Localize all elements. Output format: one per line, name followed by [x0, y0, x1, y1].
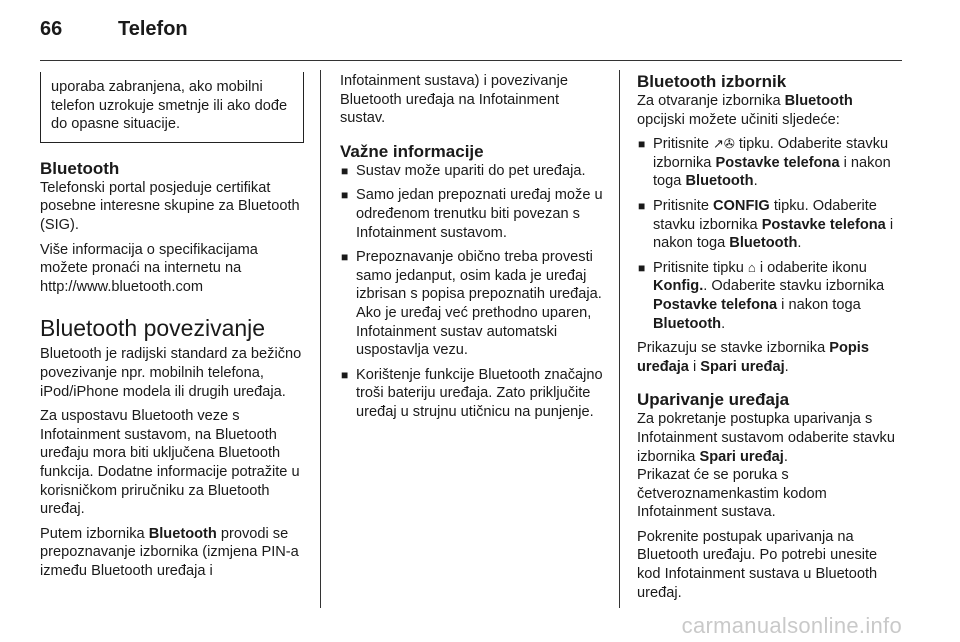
bluetooth-section: [40, 159, 304, 297]
list-item: [340, 162, 605, 181]
menu-name: Konfig.: [653, 278, 704, 295]
text-run: i odaberite ikonu: [755, 259, 867, 276]
text-run: Prikazat će se poruka s četveroznamenkastim kodom Infotainment sustava.: [637, 467, 827, 521]
menu-name: Postavke telefona: [715, 154, 840, 171]
chapter-title: Telefon: [118, 18, 188, 40]
connection-para-1: Bluetooth je radijski standard za bežično povezivanje npr. mobilnih telefona, iPod/iPhone modela ili drugih uređaja.: [40, 346, 302, 400]
text-run: tipku. Odaberite stavku izbornika: [653, 136, 889, 171]
bullet-icon: ■: [341, 163, 349, 178]
bullet-icon: ■: [341, 250, 349, 265]
menu-name: Spari uređaj: [699, 448, 784, 465]
text-run: .: [784, 358, 789, 375]
pairing-para-2: Pokrenite postupak uparivanja na Bluetooth uređaju. Po potrebi unesite kod Infotainment sustava u Bluetooth uređaj.: [637, 528, 878, 601]
continuation-para: Infotainment sustava) i povezivanje Bluetooth uređaja na Infotainment sustav.: [340, 73, 568, 127]
pairing-heading: Uparivanje uređaja: [637, 390, 790, 410]
list-item-text: Sustav može upariti do pet uređaja.: [356, 162, 586, 179]
bluetooth-para-2: Više informacija o specifikacijama možete pronaći na internetu na http://www.bluetooth.com: [40, 241, 258, 295]
list-item: [637, 259, 903, 333]
text-run: Pritisnite tipku: [653, 259, 748, 276]
list-item-text: Korištenje funkcije Bluetooth značajno troši bateriju uređaja. Zato priključite uređaj u strujnu utičnicu na punjenje.: [356, 366, 603, 420]
info-list: [340, 162, 605, 422]
text-run: .: [721, 315, 726, 332]
menu-list-para: [637, 339, 903, 376]
text-run: Prikazuju se stavke izbornika: [637, 340, 830, 357]
bullet-icon: ■: [638, 198, 646, 213]
header-rule: [40, 60, 902, 61]
bullet-icon: ■: [341, 188, 349, 203]
menu-name: Spari uređaj: [700, 358, 785, 375]
bluetooth-heading: Bluetooth: [40, 158, 120, 178]
phone-button-icon: ↗✇: [713, 136, 735, 152]
pairing-para-1: [637, 410, 903, 522]
list-item-text: Samo jedan prepoznati uređaj može u određenom trenutku biti povezan s Infotainment sustavom.: [356, 187, 603, 241]
connection-para-2: Za uspostavu Bluetooth veze s Infotainment sustavom, na Bluetooth uređaju mora biti uključena Bluetooth funkcija. Dodatne informacije potražite u korisničkom priručniku za Bluetooth uređaj.: [40, 408, 300, 518]
list-item: [637, 197, 903, 253]
menu-name: Bluetooth: [784, 93, 853, 109]
connection-heading: Bluetooth povezivanje: [40, 315, 266, 342]
page-header: [40, 18, 188, 41]
bullet-icon: ■: [638, 260, 646, 275]
list-item: [340, 248, 605, 360]
warning-text: uporaba zabranjena, ako mobilni telefon uzrokuje smetnje ili ako dođe do opasne situacije.: [51, 79, 288, 133]
column-divider-1: [320, 70, 321, 608]
text-run: .: [753, 173, 758, 190]
text-run: i nakon toga: [777, 296, 861, 313]
bullet-icon: ■: [638, 137, 646, 152]
menu-name: Bluetooth: [653, 315, 722, 332]
text-run: tipku. Odaberite stavku izbornika: [653, 197, 877, 233]
connection-para-3: [40, 525, 304, 581]
menu-name: Bluetooth: [729, 235, 798, 252]
menu-name: Postavke telefona: [761, 216, 886, 233]
text-run: i: [688, 358, 701, 375]
column-1: [40, 72, 304, 586]
column-divider-2: [619, 70, 620, 608]
page-number: 66: [40, 18, 63, 40]
bluetooth-para-1: Telefonski portal posjeduje certifikat posebne interesne skupine za Bluetooth (SIG).: [40, 179, 300, 233]
list-item: [637, 135, 903, 191]
text-run: Za pokretanje postupka uparivanja s Infotainment sustavom odaberite stavku izbornika: [637, 411, 895, 465]
text-run: Putem izbornika: [40, 525, 149, 542]
menu-heading: Bluetooth izbornik: [637, 72, 787, 91]
menu-intro: [637, 92, 903, 129]
list-item: [340, 366, 605, 422]
text-run: i nakon toga: [653, 154, 891, 190]
list-item: [340, 186, 605, 242]
menu-steps: [637, 135, 903, 333]
menu-name: Bluetooth: [685, 173, 754, 190]
info-heading: Važne informacije: [340, 141, 484, 161]
column-2: [340, 72, 605, 428]
menu-name: Popis uređaja: [637, 340, 869, 375]
text-run: Za otvaranje izbornika: [637, 93, 785, 109]
menu-name: Bluetooth: [148, 525, 217, 542]
text-run: provodi se prepoznavanje izbornika (izmjena PIN-a između Bluetooth uređaja i: [40, 525, 299, 579]
text-run: .: [783, 448, 788, 465]
menu-name: Postavke telefona: [653, 296, 778, 313]
button-name: CONFIG: [713, 197, 770, 214]
column-3: [637, 72, 903, 608]
watermark: carmanualsonline.info: [681, 613, 902, 638]
text-run: opcijski možete učiniti sljedeće:: [637, 111, 840, 128]
menu-section: [637, 72, 903, 376]
warning-box: [40, 72, 304, 143]
text-run: Pritisnite: [653, 136, 714, 153]
text-run: . Odaberite stavku izbornika: [703, 278, 885, 295]
text-run: i nakon toga: [653, 216, 894, 252]
text-run: .: [797, 235, 802, 252]
home-button-icon: ⌂: [747, 259, 756, 275]
list-item-text: Prepoznavanje obično treba provesti samo jedanput, osim kada je uređaj izbrisan s popisa prepoznatih uređaja. Ako je uređaj već prethodno uparen, Infotainment sustav automatski uspostavlja vezu.: [356, 249, 602, 359]
text-run: Pritisnite: [653, 197, 714, 214]
bullet-icon: ■: [341, 367, 349, 382]
